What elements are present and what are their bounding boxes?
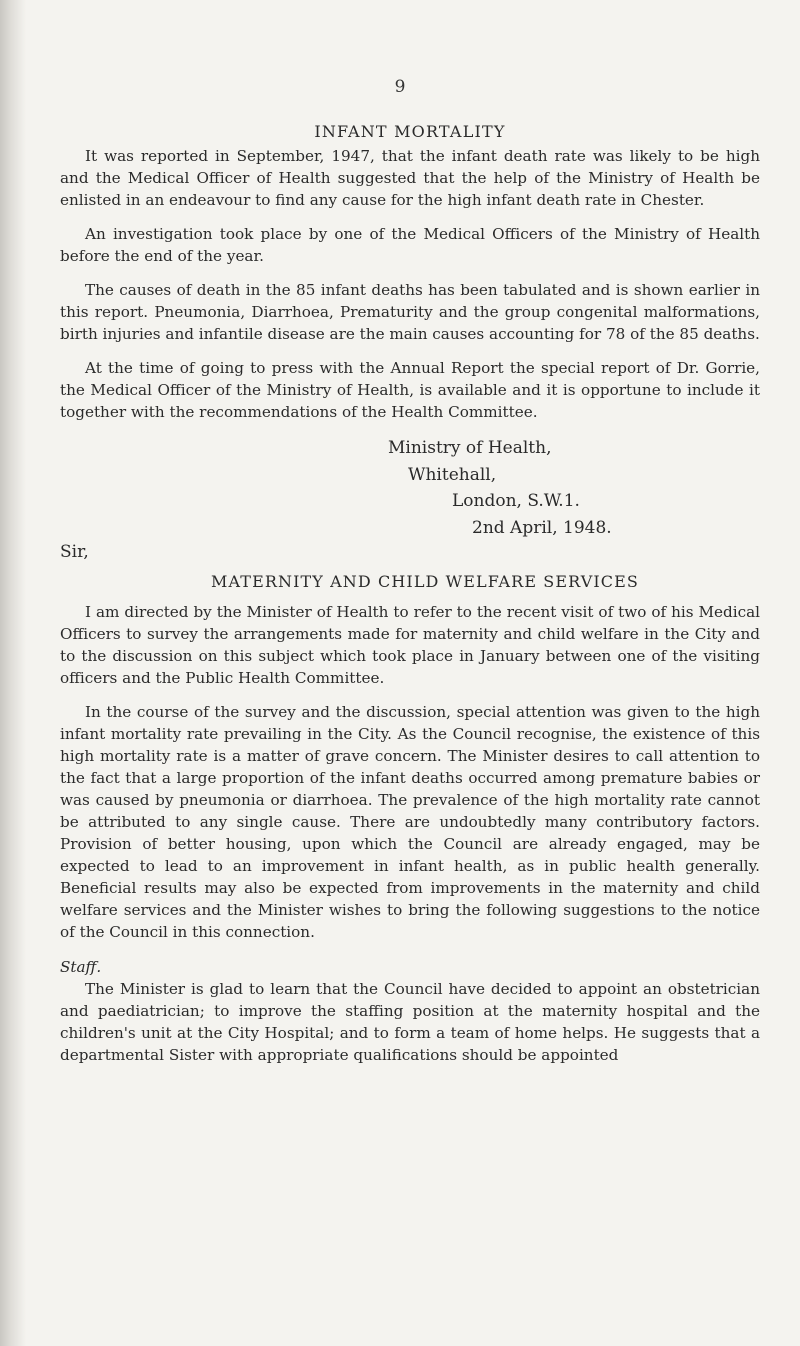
address-line: Ministry of Health, — [388, 438, 552, 458]
paragraph: In the course of the survey and the discussion, special attention was given to the high infant mortality rate prevailing in the City. As the Council recognise, the existence of this high mortality rate is a matter of grave concern. The Minister desires to call attention to the fact that a large proportion of the infant deaths occurred among premature babies or was caused by pneumonia or diarrhoea. The prevalence of the high mortality rate cannot be attributed to any single cause. There are undoubtedly many contributory factors. Provision of better housing, upon which the Council are already engaged, may be expected to lead to an improvement in infant health, as in public health generally. Beneficial results may also be expected from improvements in the maternity and child welfare services and the Minister wishes to bring the following suggestions to the notice of the Council in this connection. — [60, 703, 760, 941]
letter-salutation: Sir, — [60, 542, 89, 562]
paragraph: I am directed by the Minister of Health to refer to the recent visit of two of his Medical Officers to survey the arrangements made for maternity and child welfare in the City and to the discussion on this subject which took place in January between one of the visiting officers and the Public Health Committee. — [60, 603, 760, 687]
page-number: 9 — [394, 77, 406, 97]
paragraph: At the time of going to press with the Annual Report the special report of Dr. Gorrie, the Medical Officer of the Ministry of Health, is available and it is opportune to include it together with the recommendations of the Health Committee. — [60, 359, 760, 421]
paragraph: It was reported in September, 1947, that the infant death rate was likely to be high and the Medical Officer of Health suggested that the help of the Ministry of Health be enlisted in an endeavour to find any cause for the high infant death rate in Chester. — [60, 147, 760, 209]
page-edge-shadow — [0, 0, 26, 1346]
letter-address — [60, 435, 760, 541]
address-line: London, S.W.1. — [452, 491, 580, 511]
paragraph: The causes of death in the 85 infant deaths has been tabulated and is shown earlier in this report. Pneumonia, Diarrhoea, Prematurity and the group congenital malformations, birth injuries and infantile disease are the main causes accounting for 78 of the 85 deaths. — [60, 281, 760, 343]
page-content — [60, 121, 760, 1078]
section-title-infant-mortality: INFANT MORTALITY — [314, 122, 506, 141]
paragraph: An investigation took place by one of the Medical Officers of the Ministry of Health before the end of the year. — [60, 225, 760, 265]
paragraph: The Minister is glad to learn that the Council have decided to appoint an obstetrician and paediatrician; to improve the staffing position at the maternity hospital and the children's unit at the City Hospital; and to form a team of home helps. He suggests that a departmental Sister with appropriate qualifications should be appointed — [60, 980, 760, 1064]
address-line: Whitehall, — [408, 464, 497, 485]
staff-subheading: Staff. — [60, 958, 102, 976]
letter-title: MATERNITY AND CHILD WELFARE SERVICES — [211, 572, 639, 591]
letter-date: 2nd April, 1948. — [472, 517, 612, 538]
